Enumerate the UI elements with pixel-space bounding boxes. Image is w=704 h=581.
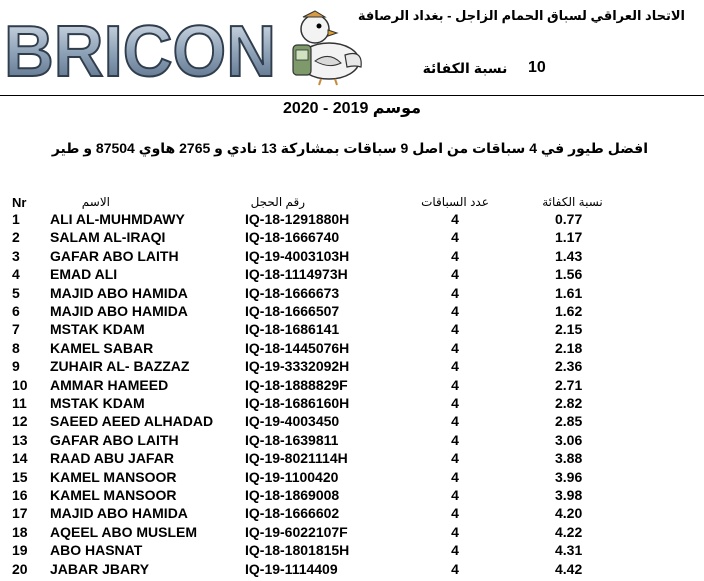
ring-number: IQ-18-1666740 (245, 229, 340, 246)
pigeon-mascot-icon (285, 5, 365, 87)
row-number: 3 (12, 247, 20, 264)
table-row (0, 229, 704, 247)
efficiency-ratio: 1.62 (555, 303, 583, 319)
results-summary: افضل طيور في 4 سباقات من اصل 9 سباقات بمشاركة 13 نادي و 2765 هاوي 87504 و طير (51, 140, 648, 156)
row-number: 13 (12, 431, 28, 448)
efficiency-ratio: 4.31 (555, 542, 583, 559)
ring-number: IQ-18-1666602 (245, 505, 340, 522)
table-row (0, 303, 704, 321)
races-count: 4 (451, 284, 459, 301)
races-count: 4 (451, 376, 459, 393)
column-ring: رقم الحجل (250, 195, 305, 209)
efficiency-ratio: 3.06 (555, 431, 583, 448)
fancier-name: AMMAR HAMEED (50, 376, 169, 393)
table-row (0, 450, 704, 468)
fancier-name: EMAD ALI (50, 266, 118, 283)
ring-number: IQ-18-1291880H (245, 211, 350, 227)
efficiency-label: نسبة الكفائة (422, 60, 508, 76)
races-count: 4 (451, 560, 459, 577)
ring-number: IQ-18-1639811 (245, 431, 339, 448)
table-row (0, 395, 704, 413)
column-nr: Nr (12, 195, 27, 210)
row-number: 5 (12, 284, 20, 301)
ring-number: IQ-18-1888829F (245, 376, 348, 393)
row-number: 17 (12, 505, 28, 522)
efficiency-ratio: 4.42 (555, 560, 583, 577)
efficiency-ratio: 1.17 (555, 229, 583, 246)
table-row (0, 561, 704, 579)
fancier-name: GAFAR ABO LAITH (50, 247, 179, 264)
races-count: 4 (451, 321, 459, 338)
row-number: 16 (12, 487, 28, 503)
table-row (0, 432, 704, 450)
efficiency-ratio: 2.82 (555, 395, 583, 411)
fancier-name: ALI AL-MUHMDAWY (50, 211, 185, 227)
fancier-name: AQEEL ABO MUSLEM (50, 523, 198, 540)
efficiency-ratio: 4.22 (555, 523, 583, 540)
fancier-name: SALAM AL-IRAQI (50, 229, 166, 246)
organization-title: الاتحاد العراقي لسباق الحمام الزاجل - بغداد الرصافة (357, 8, 685, 23)
table-row (0, 266, 704, 284)
row-number: 20 (12, 560, 28, 577)
fancier-name: ZUHAIR AL- BAZZAZ (50, 358, 190, 375)
fancier-name: KAMEL MANSOOR (50, 487, 177, 503)
table-row (0, 469, 704, 487)
races-count: 4 (451, 266, 459, 283)
row-number: 19 (12, 542, 28, 559)
efficiency-value: 10 (528, 59, 546, 76)
races-count: 4 (451, 339, 459, 356)
bricon-logo (2, 20, 282, 82)
ring-number: IQ-18-1869008 (245, 487, 340, 503)
logo-text: BRICON (4, 20, 276, 82)
column-races: عدد السباقات (421, 195, 489, 209)
efficiency-ratio: 2.71 (555, 376, 583, 393)
row-number: 11 (12, 395, 27, 411)
fancier-name: ABO HASNAT (50, 542, 143, 559)
table-row (0, 285, 704, 303)
races-count: 4 (451, 523, 459, 540)
efficiency-ratio: 4.20 (555, 505, 583, 522)
ring-number: IQ-18-1686141 (245, 321, 340, 338)
ring-number: IQ-19-4003103H (245, 247, 350, 264)
ring-number: IQ-19-1114409 (245, 560, 338, 577)
table-row (0, 377, 704, 395)
fancier-name: MAJID ABO HAMIDA (50, 284, 188, 301)
races-count: 4 (451, 358, 459, 375)
fancier-name: MAJID ABO HAMIDA (50, 303, 188, 319)
fancier-name: RAAD ABU JAFAR (50, 450, 174, 467)
races-count: 4 (451, 229, 459, 246)
races-count: 4 (451, 487, 459, 503)
fancier-name: JABAR JBARY (50, 560, 150, 577)
row-number: 10 (12, 376, 28, 393)
races-count: 4 (451, 450, 459, 467)
fancier-name: KAMEL MANSOOR (50, 468, 177, 485)
row-number: 2 (12, 229, 20, 246)
page-header (0, 0, 704, 96)
efficiency-ratio: 2.36 (555, 358, 583, 375)
row-number: 8 (12, 339, 20, 356)
fancier-name: GAFAR ABO LAITH (50, 431, 179, 448)
fancier-name: MAJID ABO HAMIDA (50, 505, 188, 522)
header-divider (0, 95, 704, 96)
table-row (0, 340, 704, 358)
races-count: 4 (451, 211, 459, 227)
efficiency-ratio: 2.15 (555, 321, 583, 338)
races-count: 4 (451, 542, 459, 559)
ring-number: IQ-19-6022107F (245, 523, 348, 540)
efficiency-ratio: 3.98 (555, 487, 583, 503)
row-number: 1 (12, 211, 20, 227)
efficiency-ratio: 3.96 (555, 468, 583, 485)
table-row (0, 321, 704, 339)
table-row (0, 542, 704, 560)
column-efficiency: نسبة الكفائة (542, 195, 603, 209)
table-row (0, 211, 704, 229)
ring-number: IQ-19-8021114H (245, 450, 348, 467)
fancier-name: MSTAK KDAM (50, 395, 145, 411)
row-number: 14 (12, 450, 28, 467)
table-row (0, 487, 704, 505)
row-number: 18 (12, 523, 28, 540)
efficiency-ratio: 1.43 (555, 247, 583, 264)
ring-number: IQ-19-1100420 (245, 468, 339, 485)
row-number: 15 (12, 468, 28, 485)
table-row (0, 505, 704, 523)
fancier-name: KAMEL SABAR (50, 339, 154, 356)
row-number: 4 (12, 266, 20, 283)
table-row (0, 358, 704, 376)
ring-number: IQ-18-1801815H (245, 542, 350, 559)
efficiency-ratio: 2.85 (555, 413, 583, 430)
ring-number: IQ-19-3332092H (245, 358, 350, 375)
efficiency-ratio: 3.88 (555, 450, 583, 467)
row-number: 7 (12, 321, 20, 338)
races-count: 4 (451, 247, 459, 264)
races-count: 4 (451, 431, 459, 448)
races-count: 4 (451, 395, 459, 411)
races-count: 4 (451, 413, 459, 430)
table-row (0, 248, 704, 266)
ring-number: IQ-18-1666673 (245, 284, 340, 301)
row-number: 9 (12, 358, 20, 375)
row-number: 12 (12, 413, 28, 430)
efficiency-ratio: 1.61 (555, 284, 583, 301)
ring-number: IQ-19-4003450 (245, 413, 340, 430)
ring-number: IQ-18-1445076H (245, 339, 350, 356)
ring-number: IQ-18-1686160H (245, 395, 350, 411)
column-name: الاسم (81, 195, 110, 209)
table-row (0, 524, 704, 542)
efficiency-ratio: 2.18 (555, 339, 583, 356)
races-count: 4 (451, 468, 459, 485)
efficiency-ratio: 1.56 (555, 266, 583, 283)
ring-number: IQ-18-1666507 (245, 303, 340, 319)
table-row (0, 413, 704, 431)
races-count: 4 (451, 303, 459, 319)
season-title: موسم 2019 - 2020 (282, 100, 422, 117)
fancier-name: SAEED AEED ALHADAD (50, 413, 214, 430)
row-number: 6 (12, 303, 20, 319)
efficiency-ratio: 0.77 (555, 211, 583, 227)
fancier-name: MSTAK KDAM (50, 321, 145, 338)
ring-number: IQ-18-1114973H (245, 266, 348, 283)
races-count: 4 (451, 505, 459, 522)
